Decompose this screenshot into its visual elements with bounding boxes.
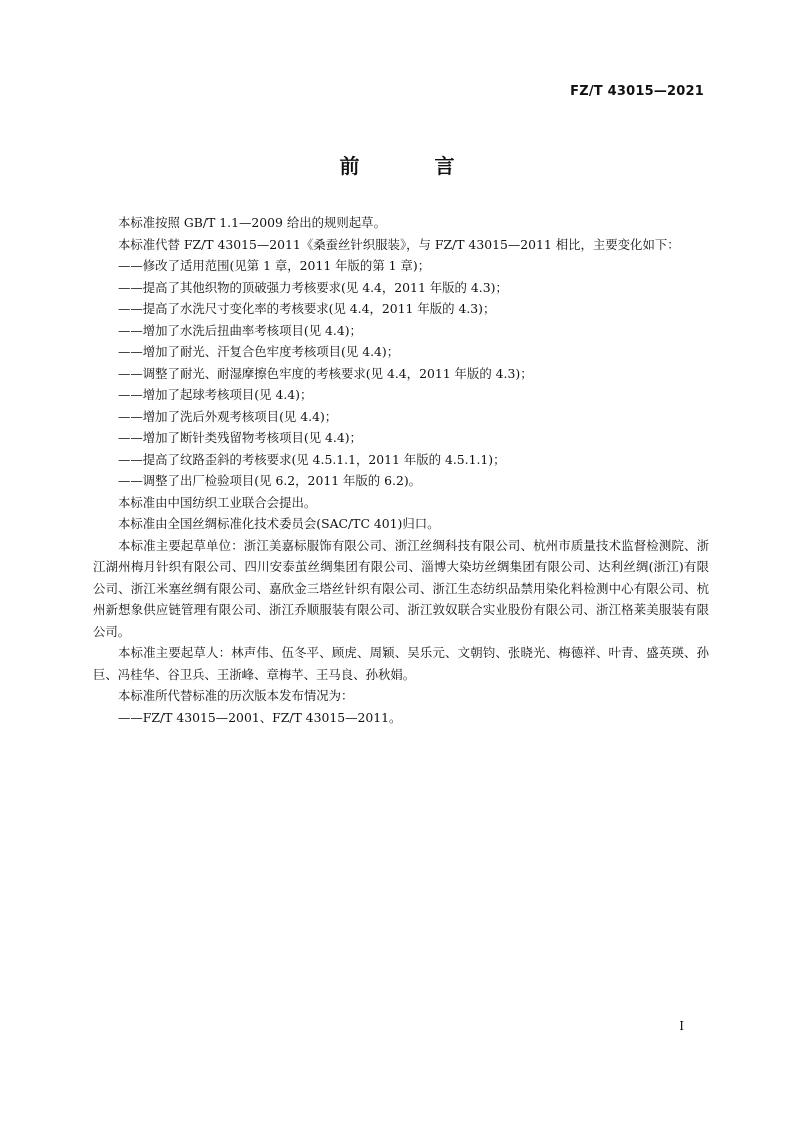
change-item: ——调整了出厂检验项目(见 6.2，2011 年版的 6.2)。 bbox=[118, 473, 422, 488]
change-item: ——增加了耐光、汗复合色牢度考核项目(见 4.4)； bbox=[118, 344, 400, 359]
paragraph-history-item: ——FZ/T 43015—2001、FZ/T 43015—2011。 bbox=[118, 709, 402, 725]
change-item: ——提高了其他织物的顶破强力考核要求(见 4.4，2011 年版的 4.3)； bbox=[118, 279, 508, 295]
foreword-body bbox=[93, 212, 709, 728]
change-item: ——提高了纹路歪斜的考核要求(见 4.5.1.1，2011 年版的 4.5.1.1)； bbox=[118, 451, 506, 467]
paragraph-replacement: 本标准代替 FZ/T 43015—2011《桑蚕丝针织服装》，与 FZ/T 43015—2011 相比，主要变化如下： bbox=[118, 236, 680, 252]
paragraph-proposer: 本标准由中国纺织工业联合会提出。 bbox=[118, 494, 317, 510]
change-item: ——提高了水洗尺寸变化率的考核要求(见 4.4，2011 年版的 4.3)； bbox=[118, 301, 496, 316]
page-number: I bbox=[679, 1019, 684, 1033]
change-item: ——增加了洗后外观考核项目(见 4.4)； bbox=[118, 408, 338, 424]
paragraph-committee: 本标准由全国丝绸标准化技术委员会(SAC/TC 401)归口。 bbox=[118, 516, 440, 531]
paragraph-drafting-units: 本标准主要起草单位：浙江美嘉标服饰有限公司、浙江丝绸科技有限公司、杭州市质量技术监督检测院、浙江湖州梅月针织有限公司、四川安泰茧丝绸集团有限公司、淄博大染坊丝绸集团有限公司、达利丝绸(浙江)有限公司、浙江米塞丝绸有限公司、嘉欣金三塔丝针织有限公司、浙江生态纺织品禁用染化料检测中心有限公司、杭州新想象供应链管理有限公司、浙江乔顺服装有限公司、浙江敦奴联合实业股份有限公司、浙江格莱美服装有限公司。 bbox=[93, 537, 709, 639]
change-item: ——增加了水洗后扭曲率考核项目(见 4.4)； bbox=[118, 322, 362, 338]
paragraph-history-intro: 本标准所代替标准的历次版本发布情况为： bbox=[118, 688, 354, 703]
change-item: ——增加了断针类残留物考核项目(见 4.4)； bbox=[118, 430, 362, 445]
change-item: ——增加了起球考核项目(见 4.4)； bbox=[118, 387, 313, 402]
paragraph-drafters: 本标准主要起草人：林声伟、伍冬平、顾虎、周颖、吴乐元、文朝钧、张晓光、梅德祥、叶青、盛英瑛、孙巨、冯桂华、谷卫兵、王浙峰、章梅芊、王马良、孙秋娟。 bbox=[93, 645, 709, 682]
paragraph-drafting-rules: 本标准按照 GB/T 1.1—2009 给出的规则起草。 bbox=[118, 215, 386, 230]
change-item: ——调整了耐光、耐湿摩擦色牢度的考核要求(见 4.4，2011 年版的 4.3)； bbox=[118, 365, 533, 381]
standard-code: FZ/T 43015—2021 bbox=[570, 84, 704, 99]
page-title: 前 言 bbox=[339, 154, 489, 178]
change-item: ——修改了适用范围(见第 1 章，2011 年版的第 1 章)； bbox=[118, 258, 431, 273]
